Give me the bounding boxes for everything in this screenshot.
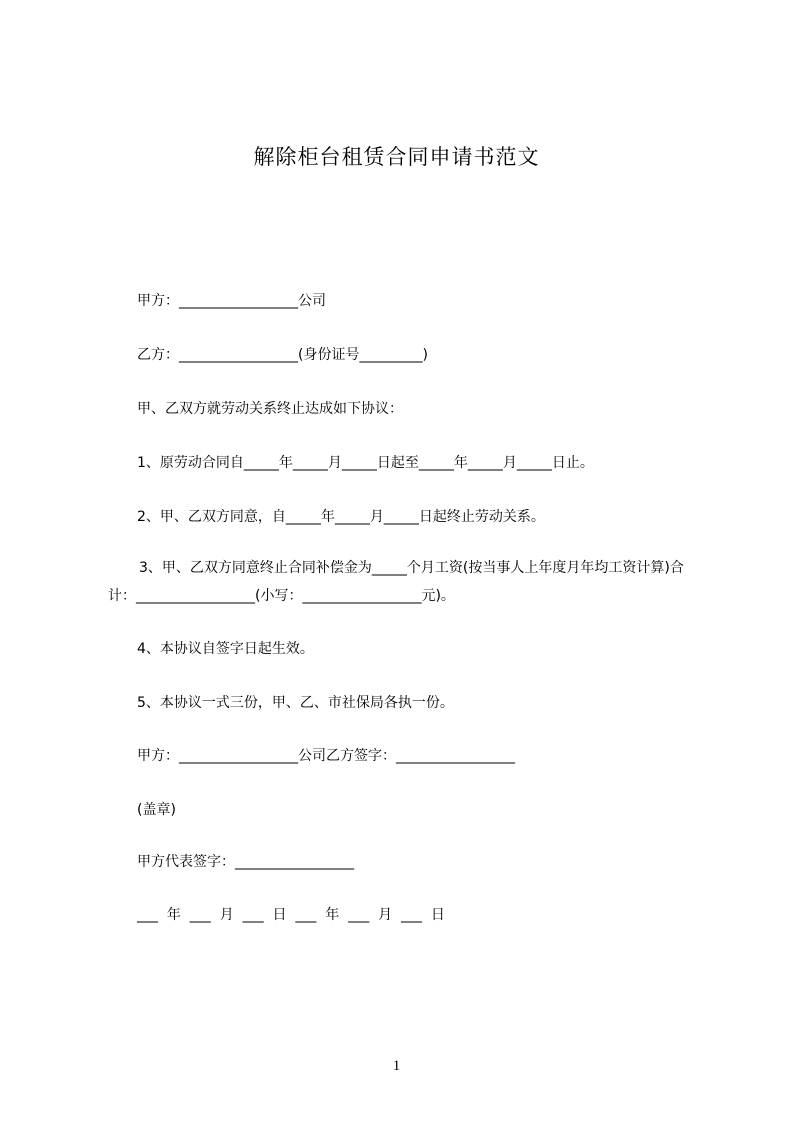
clause-2: 2、甲、乙双方同意，自_____年_____月_____日起终止劳动关系。 <box>137 509 545 525</box>
representative-signature-line: 甲方代表签字：_________________ <box>137 854 354 870</box>
clause-4: 4、本协议自签字日起生效。 <box>137 641 314 657</box>
signature-line: 甲方：_________________公司乙方签字：_________________ <box>137 748 515 764</box>
agreement-intro: 甲、乙双方就劳动关系终止达成如下协议： <box>137 401 403 417</box>
page-number: 1 <box>392 1058 401 1074</box>
clause-3: 3、甲、乙双方同意终止合同补偿金为_____个月工资(按当事人上年度月年均工资计算)合计：_________________(小写：_________________元)。 <box>108 560 684 604</box>
party-b-line: 乙方：_________________(身份证号_________) <box>137 347 428 363</box>
date-lines: ___ 年 ___ 月 ___ 日 ___ 年 ___ 月 ___ 日 <box>137 907 445 923</box>
clause-5: 5、本协议一式三份，甲、乙、市社保局各执一份。 <box>137 695 454 711</box>
document-title: 解除柜台租赁合同申请书范文 <box>253 145 540 169</box>
seal-label: (盖章) <box>137 802 176 818</box>
clause-1: 1、原劳动合同自_____年_____月_____日起至_____年_____月_____日止。 <box>137 455 594 471</box>
party-a-line: 甲方：_________________公司 <box>137 293 326 309</box>
